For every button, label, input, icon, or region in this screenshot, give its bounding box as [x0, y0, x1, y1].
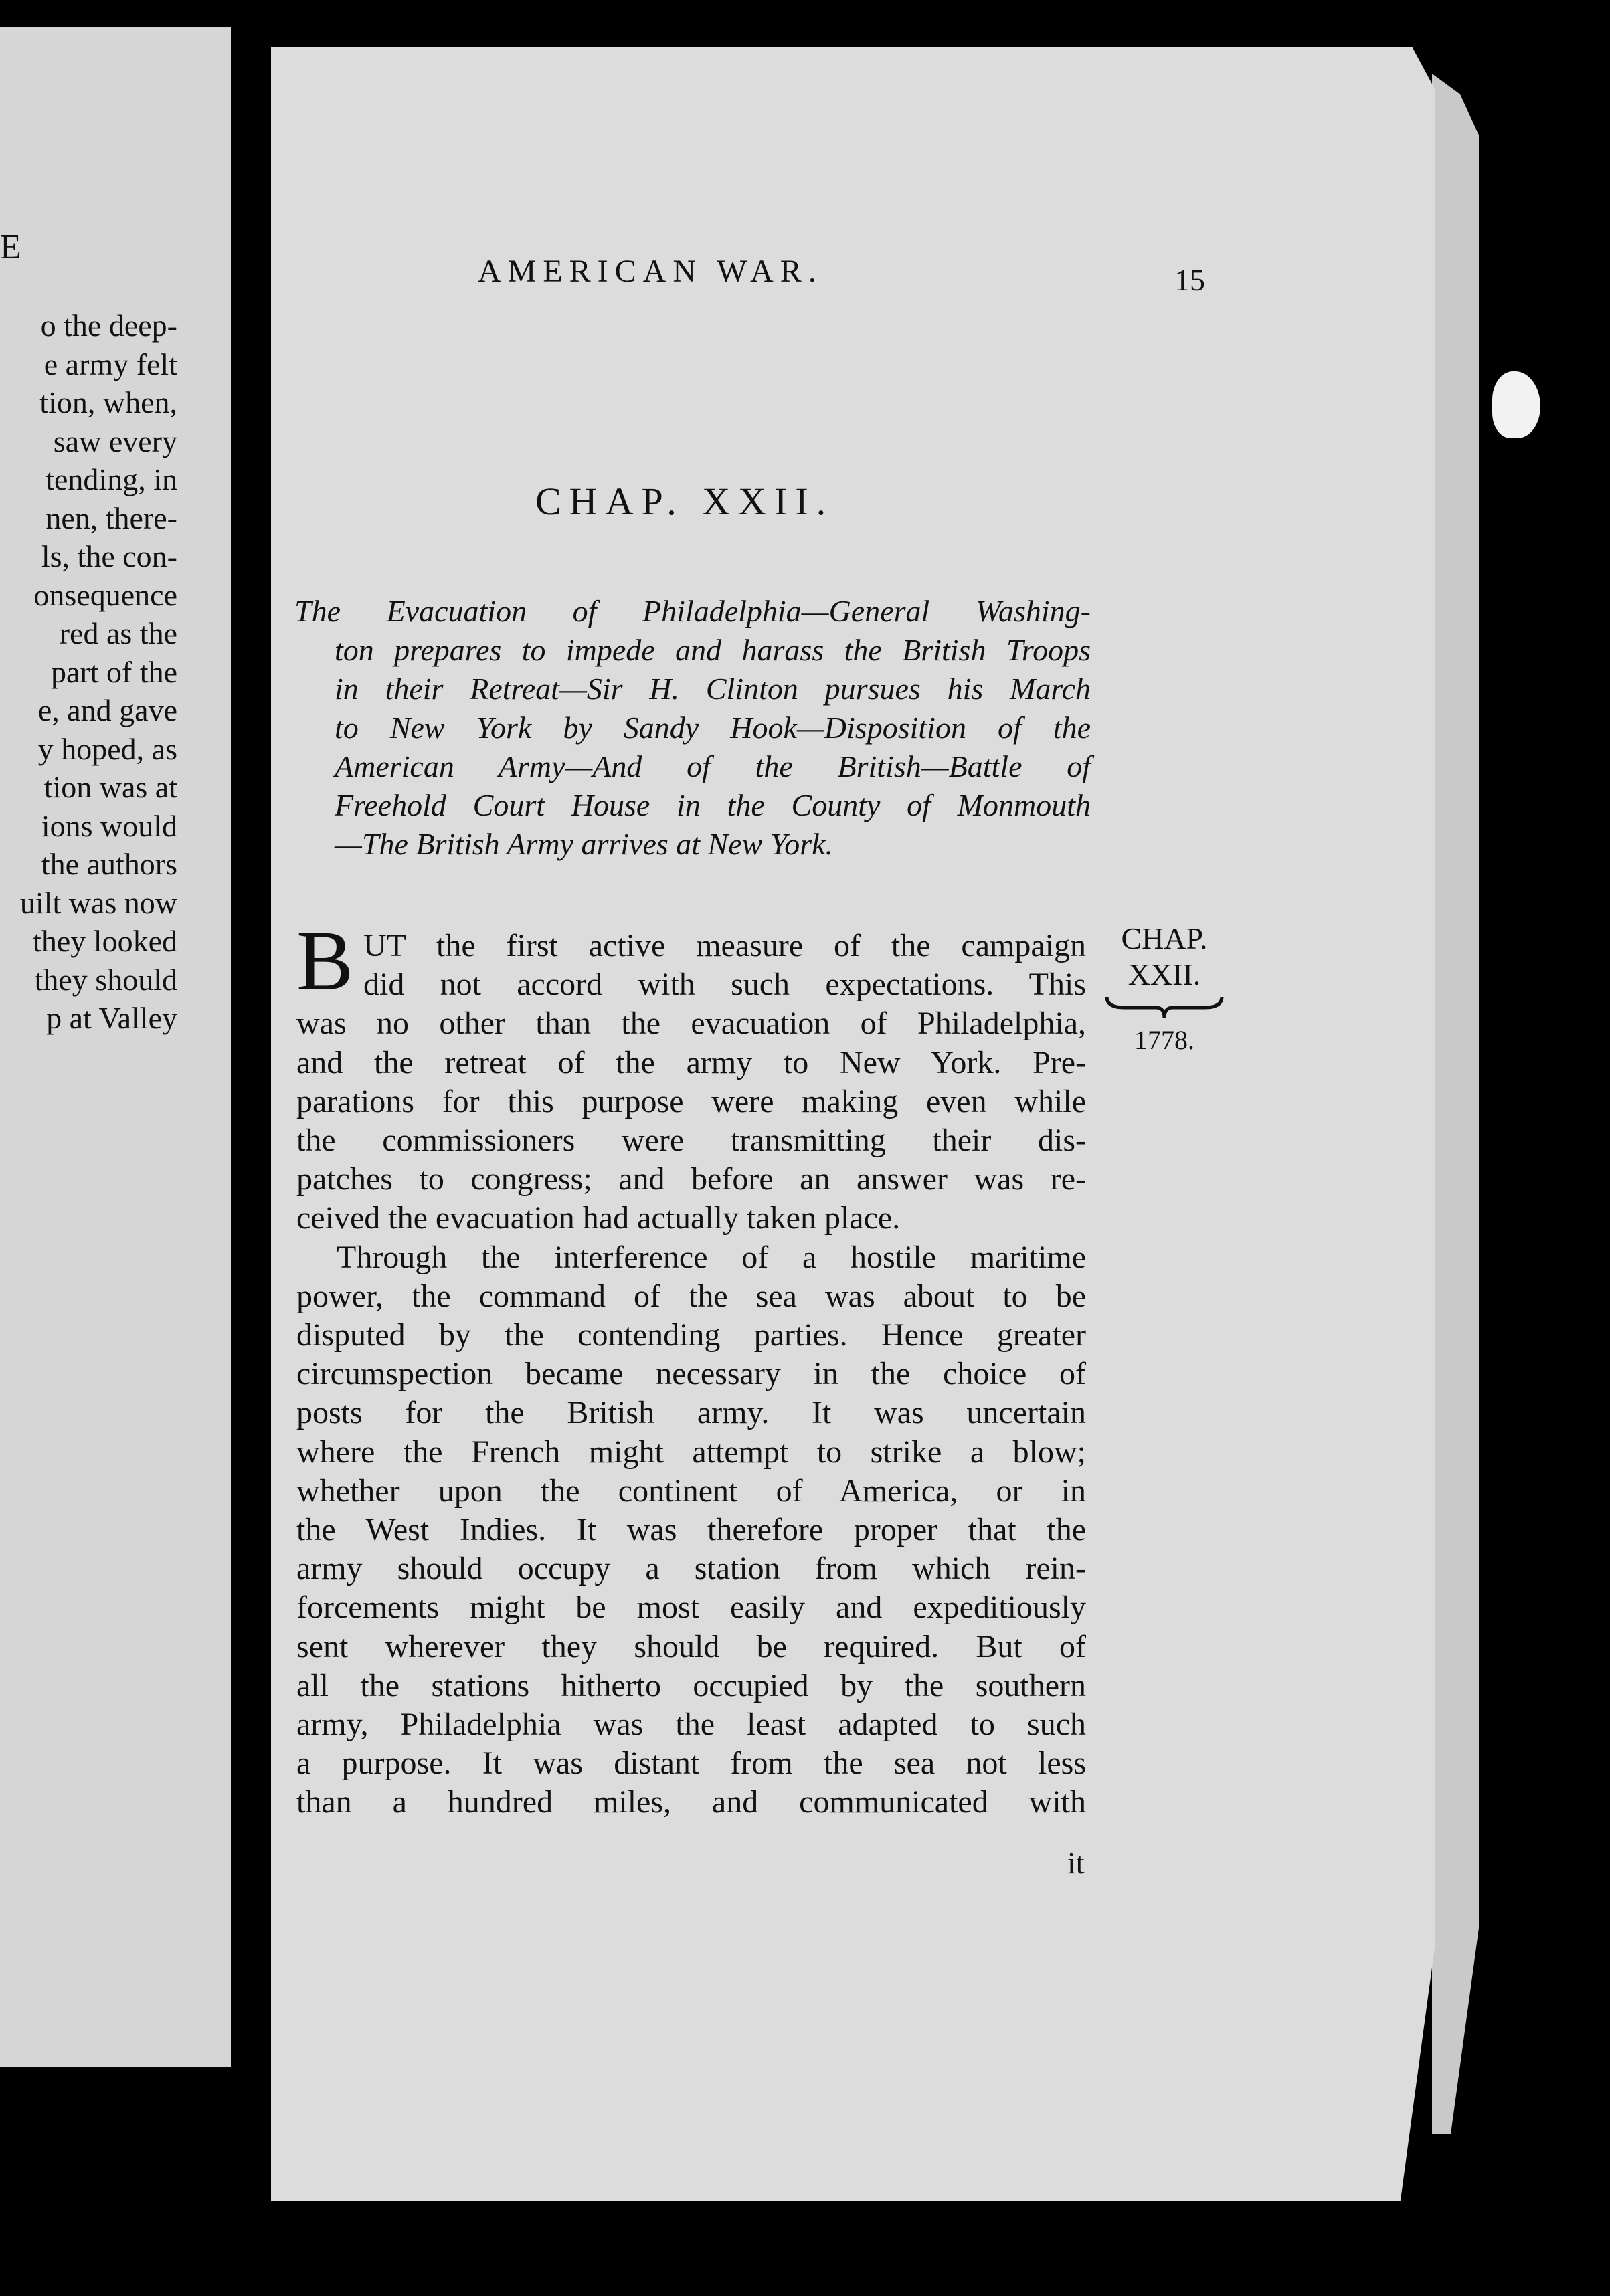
- summary-line: The Evacuation of Philadelphia—General Washing-: [294, 594, 1091, 628]
- left-page-line: p at Valley: [46, 1001, 177, 1035]
- left-page-line: tion, when,: [39, 385, 177, 419]
- body-line: ceived the evacuation had actually taken place.: [296, 1200, 901, 1236]
- left-page-line: they looked: [33, 924, 177, 958]
- margin-year: 1778.: [1134, 1025, 1194, 1055]
- page-number: 15: [1174, 263, 1205, 297]
- body-line: Through the interference of a hostile maritime: [337, 1239, 1086, 1275]
- paper-tear: [1492, 371, 1540, 438]
- summary-line: ton prepares to impede and harass the British Troops: [335, 633, 1091, 667]
- left-page-line: the authors: [41, 847, 177, 881]
- body-line: was no other than the evacuation of Philadelphia,: [296, 1006, 1086, 1042]
- body-line: the commissioners were transmitting their dis-: [296, 1123, 1086, 1159]
- body-line: where the French might attempt to strike a blow;: [296, 1434, 1086, 1470]
- chapter-summary: [294, 592, 1091, 864]
- body-line: all the stations hitherto occupied by the southern: [296, 1667, 1086, 1703]
- summary-line: Freehold Court House in the County of Monmouth: [335, 788, 1091, 822]
- body-line: power, the command of the sea was about to be: [296, 1278, 1086, 1314]
- body-line: the West Indies. It was therefore proper that the: [296, 1512, 1086, 1548]
- body-line: whether upon the continent of America, or in: [296, 1472, 1086, 1509]
- body-text: [296, 927, 1086, 1822]
- left-page-line: ls, the con-: [41, 539, 177, 573]
- catchword: it: [1067, 1846, 1085, 1880]
- body-line: than a hundred miles, and communicated with: [296, 1784, 1086, 1820]
- left-page-line: onsequence: [33, 577, 177, 612]
- left-page-heading-fragment: E: [0, 228, 23, 266]
- summary-line: American Army—And of the British—Battle of: [335, 749, 1091, 783]
- body-line: disputed by the contending parties. Hence greater: [296, 1317, 1086, 1353]
- left-page-line: e, and gave: [37, 693, 177, 727]
- running-head: AMERICAN WAR.: [478, 254, 823, 289]
- body-line: posts for the British army. It was uncertain: [296, 1395, 1086, 1431]
- margin-note: [1097, 921, 1231, 1058]
- body-line: UT the first active measure of the campaign: [363, 928, 1086, 963]
- left-page-line: ions would: [41, 808, 177, 843]
- left-page-line: saw every: [53, 423, 177, 458]
- left-page-line: tending, in: [46, 462, 177, 496]
- left-page-line: red as the: [59, 616, 177, 650]
- page-edge: [1432, 74, 1479, 2134]
- book-gutter: [231, 0, 271, 2296]
- margin-chap-label: CHAP.: [1121, 921, 1208, 955]
- drop-cap: B: [296, 913, 354, 1008]
- summary-line: —The British Army arrives at New York.: [335, 827, 834, 861]
- summary-line: in their Retreat—Sir H. Clinton pursues his March: [335, 672, 1091, 706]
- body-line: forcements might be most easily and expeditiously: [296, 1590, 1086, 1626]
- left-page-line: they should: [34, 962, 177, 997]
- body-line: a purpose. It was distant from the sea not less: [296, 1745, 1086, 1782]
- body-line: parations for this purpose were making even while: [296, 1083, 1086, 1119]
- left-page-line: e army felt: [43, 347, 177, 381]
- left-page-line: uilt was now: [19, 885, 177, 920]
- brace-icon: [1104, 994, 1225, 1021]
- left-page-line: tion was at: [43, 770, 177, 804]
- body-line: army should occupy a station from which rein-: [296, 1551, 1086, 1587]
- previous-page: [0, 27, 231, 2067]
- margin-chap-number: XXII.: [1128, 957, 1201, 991]
- body-line: did not accord with such expectations. This: [363, 967, 1086, 1003]
- body-line: and the retreat of the army to New York. Pre-: [296, 1044, 1086, 1080]
- body-line: army, Philadelphia was the least adapted to such: [296, 1707, 1086, 1743]
- body-line: sent wherever they should be required. But of: [296, 1628, 1086, 1664]
- chapter-heading: CHAP. XXII.: [535, 480, 834, 523]
- body-line: patches to congress; and before an answer was re-: [296, 1161, 1086, 1198]
- left-page-line: o the deep-: [40, 308, 177, 343]
- left-page-line: nen, there-: [46, 500, 177, 535]
- body-line: circumspection became necessary in the choice of: [296, 1356, 1086, 1392]
- left-page-line: y hoped, as: [37, 731, 177, 766]
- left-page-text: [0, 306, 177, 1038]
- left-page-line: part of the: [50, 654, 177, 689]
- summary-line: to New York by Sandy Hook—Disposition of the: [335, 710, 1091, 745]
